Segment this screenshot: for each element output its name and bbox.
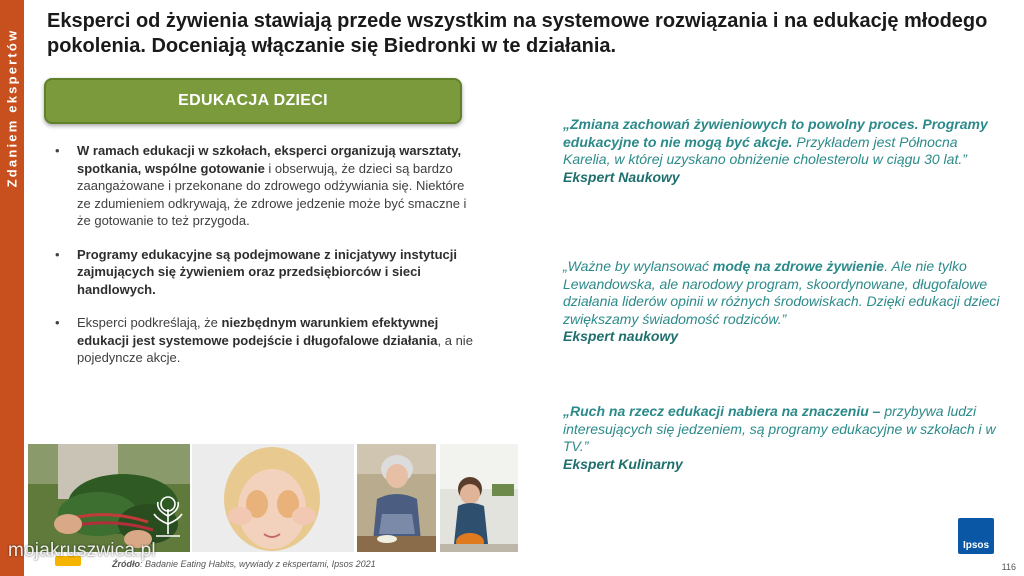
quote-author: Ekspert Naukowy [563, 168, 680, 185]
bullet-dot: • [55, 315, 60, 330]
bullet-bold: Programy edukacyjne są podejmowane z inicjatywy instytucji zajmujących się żywieniem oraz przedsiębiorców i sieci handlowych. [77, 246, 458, 297]
photo-vegetables [28, 444, 190, 552]
quote-author: Ekspert naukowy [563, 328, 679, 344]
bullet-text: i obserwują, że dzieci są bardzo zaangażowane i przekonane do zdrowego odżywiania się. Niektóre ze zdumieniem odkrywają, że zdrowe jedzenie może być smaczne i że gotowanie to też przygoda. [77, 160, 467, 228]
quote-bold: modę na zdrowe żywienie [712, 258, 885, 274]
page-number: 116 [1001, 562, 1016, 572]
boy-kitchen-illustration [440, 444, 518, 552]
photo-grandmother [357, 444, 436, 552]
quote-bold: „Zmiana zachowań żywieniowych to powolny proces. Programy edukacyjne to nie mogą być akcje. [563, 116, 988, 150]
bullet-text: Eksperci podkreślają, że [77, 315, 222, 330]
photo-boy-kitchen [440, 444, 518, 552]
vegetables-illustration [28, 444, 190, 552]
ipsos-logo-text: Ipsos [962, 540, 990, 551]
bullet-item [55, 314, 475, 367]
grandmother-illustration [357, 444, 436, 552]
quote-3 [563, 403, 1003, 473]
quote-text: „Ważne by wylansować [563, 258, 713, 274]
quote-text: przybywa ludzi interesujących się jedzeniem, są programy edukacyjne w szkołach i w TV.” [563, 403, 996, 454]
section-label: EDUKACJA DZIECI [178, 92, 328, 109]
quote-author: Ekspert Kulinarny [563, 455, 683, 472]
side-bar [0, 0, 24, 576]
section-header [44, 78, 462, 124]
bullet-item [55, 142, 475, 230]
bullet-text: , a nie pojedyncze akcje. [77, 332, 473, 365]
quote-bold: „Ruch na rzecz edukacji nabiera na znaczeniu – [563, 403, 881, 419]
bullet-item [55, 246, 475, 299]
bullet-bold: W ramach edukacji w szkołach, eksperci organizują warsztaty, spotkania, wspólne gotowanie [77, 143, 462, 176]
quote-text: Przykładem jest Północna Karelia, w której uzyskano obniżenie cholesterolu w ciągu 30 lat.” [563, 133, 967, 167]
quote-text: . Ale nie tylko Lewandowska, ale narodowy program, skoordynowane, długofalowe działania liderów opinii w różnych środowiskach. Dzięki edukacji dzieci zwiększamy świadomość rodziców.” [563, 258, 1000, 327]
side-label: Zdaniem ekspertów [4, 28, 20, 188]
source-text: : Badanie Eating Habits, wywiady z ekspertami, Ipsos 2021 [140, 559, 376, 569]
watermark: mojakruszwica.pl [8, 540, 156, 561]
bullet-dot: • [55, 143, 60, 158]
girl-eggs-illustration [192, 444, 354, 552]
bullet-list [55, 142, 475, 383]
photo-girl-eggs [192, 444, 354, 552]
bullet-bold: niezbędnym warunkiem efektywnej edukacji jest systemowe podejście i długofalowe działania [77, 315, 439, 348]
bullet-dot: • [55, 246, 60, 262]
source-label: Źródło [112, 559, 140, 569]
quote-1 [563, 116, 1003, 186]
quote-2 [563, 258, 1003, 346]
page-title: Eksperci od żywienia stawiają przede wszystkim na systemowe rozwiązania i na edukację młodego pokolenia. Doceniają włączanie się Biedronki w te działania. [47, 10, 988, 57]
ipsos-logo [958, 518, 994, 554]
